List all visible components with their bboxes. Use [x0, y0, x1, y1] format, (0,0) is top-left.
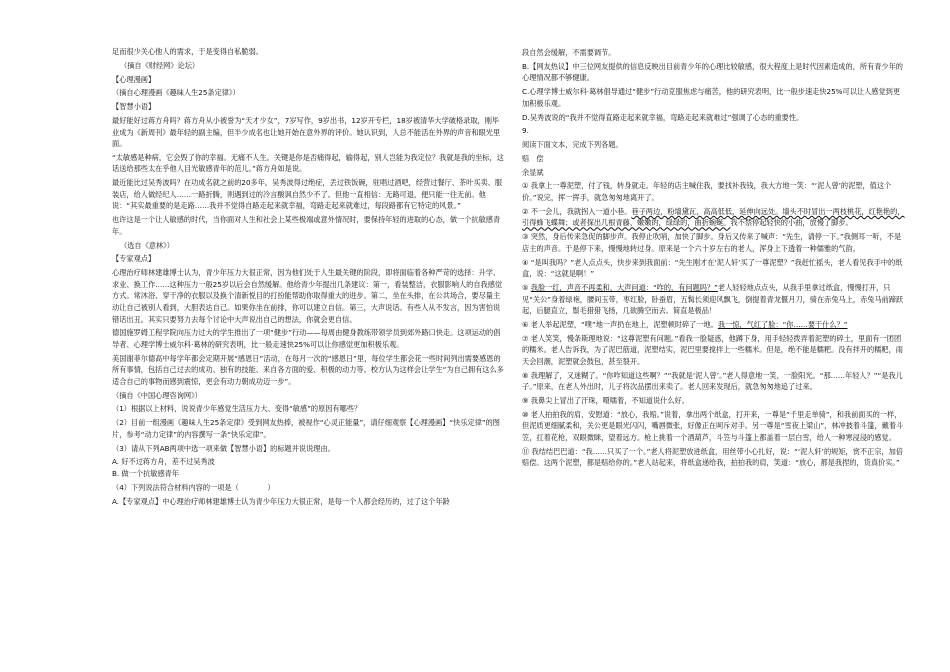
- question: （3）请从下列AB两项中选一项来做【智慧小语】的标题并说说理由。: [112, 443, 335, 453]
- paragraph: 足而很少关心他人的需求，于是变得自私脆弱。: [112, 47, 263, 56]
- section-heading: 【专家观点】: [112, 254, 156, 264]
- paragraph-number: ⑧: [522, 370, 529, 380]
- question: （4）下列说法符合材料内容的一项是（ ）: [112, 482, 275, 492]
- article-paragraph: ⑥ 老人举起泥塑，“噗”地一声扔在地上，泥塑顿时碎了一地。我一惊，气红了脸：“你……要干什么？”: [522, 319, 848, 329]
- paragraph: 最好能好过蒋方舟吗？蒋方舟从小被誉为“天才少女”，7岁写作，9岁出书，12岁开专栏，18岁被清华大学破格录取，刚毕业成为《新周刊》最年轻的副主编，但半少成名也让她开始在意外界的评价。她认识到，人总不能活在外界的声音和眼光里面。: [112, 115, 501, 149]
- paragraph: 心理治疗师林建雄博士认为，青少年压力大很正常，因为他们处于人生最关键的阶段，即将面临着各种严苛的选择：升学、求业、换工作……这种压力一般25岁以后会自然缓解。他给青少年提出几条建议：第一，看装整洁，衣服影响人的自我感觉方式。常沐浴、穿干净的衣服以及换个清新悦目的打扮能帮助你取得重大的进步。第二，坐在头排，在公共场合，要尽量主动让自己被别人看到，大胆表达自己。如果你坐在前排，你可以建立自信。第三，大声说话。有些人从不发言，因为害怕说错话出丑。其实只要努力去每个讨论中大声说出自己的想法，你就会更自信。: [112, 268, 503, 324]
- right-column: [522, 47, 906, 471]
- option: D.吴秀波说的“我并不觉得直路走起来就幸福，弯路走起来就难过”强调了心态的重要性。: [522, 112, 804, 122]
- left-column: [112, 46, 504, 509]
- paragraph-number: ②: [522, 206, 529, 216]
- article-paragraph: ① 我拿上一尊泥塑，付了钱，转身就走。年轻的店主喊住我，要找补我钱，我大方地一笑：“‘泥人曾’的泥塑，值这个价。”说完，挥一挥手，就急匆匆地离开了。: [522, 181, 892, 203]
- article-paragraph: ⑦ 老人笑笑，慢条斯理地说：“这尊泥塑有问题。”看我一脸疑惑，他蹲下身，用手轻轻拨弄着泥塑的碎土，里面有一团团的糯米。老人告诉我，为了泥巴筋道，泥塑结实，泥巴里要搅拌上一些糯米。但是，绝不能是糯粑。没有拌开的糯粑，雨天会回潮，泥塑就会鼓包，甚至裂开。: [522, 333, 903, 366]
- section-heading: 【智慧小语】: [112, 102, 156, 112]
- paragraph-number: ⑪: [522, 446, 530, 456]
- paragraph-number: ⑤: [522, 282, 529, 292]
- question: （1）根据以上材料，说说青少年感觉生活压力大、变得“敏感”的原因有哪些？: [112, 404, 362, 414]
- article-paragraph: ⑨ 我鼻尖上冒出了汗珠，嗫嚅着，不知道说什么好。: [522, 396, 689, 406]
- article-author: 余显斌: [522, 167, 544, 177]
- paragraph-number: ⑥: [522, 319, 529, 329]
- option: C.心理学博士威尔科·葛林倡导通过“健步”行动克服焦虑与痛苦，他的研究表明，比一般步速走快25%可以让人感觉到更加积极乐观。: [522, 87, 901, 108]
- underlined-sentence: 巷子两边，粉墙黛瓦，高高低低，延伸向远处。墙头不时冒出一两枝桃花，红艳艳的，引得蜂飞蝶舞；或者探出几根青藤，嫩嫩的，绿绿的，曲折蜿蜒。: [522, 206, 905, 228]
- article-paragraph: ⑩ 老人拍拍我的肩，安慰道：“放心，我赔。”说着，拿出两个纸盒，打开来，一尊是“千里走单骑”，和我前面买的一样，但泥质更细腻柔和，关公更是眼光闪闪，嘴唇微张，好像正在呵斥对手。另一尊是“雪夜上梁山”，林冲披着斗篷，戴着斗笠，扛着花枪，双眼微眯，望着远方。枪上挑着一个酒葫芦，斗笠与斗篷上都盖着一层白雪，给人一种寒浸浸的感觉。: [522, 409, 904, 442]
- paragraph-number: ③: [522, 232, 529, 242]
- paragraph: 美国谢菲尔德高中每学年都会定期开展“感恩日”活动，在每月一次的“感恩日”里，每位学生都会花一些时间列出需要感恩的所有事情，包括自己过去的成功、独有的技能、来自各方面的爱、积极的动力等。校方认为这样会让学生“为自己拥有这么多适合自己的事物而感到震惊，更会有动力朝成功迈一步”。: [112, 353, 504, 386]
- option: A. 好不过蒋方舟，差不过吴秀波: [112, 457, 215, 467]
- option: 段自然会缓解，不需要调节。: [522, 48, 616, 57]
- underlined-sentence: 我脸一红，声音不再柔和，大声问道：“咋的，有问题吗？”: [530, 282, 718, 292]
- paragraph-number: ①: [522, 181, 529, 191]
- section-heading: 【心理漫画】: [112, 74, 156, 84]
- paragraph: 也许这是一个让人敏感的时代，当你面对人生和社会上某些极端或意外情况时，要保持年轻的进取的心态，做一个抗敏感青年。: [112, 215, 501, 236]
- source-note: （摘自《财经网》论坛）: [120, 60, 200, 70]
- paragraph-number: ⑩: [522, 409, 529, 419]
- paragraph: “太敏感是种病，它会毁了你的幸福。无痛不人生。关键是你是否痛得起，输得起，别人岂能为我定位？我就是我的坐标，这话送给那些太在乎他人目光敏感青年的范儿。”蒋方舟如是说。: [112, 152, 504, 174]
- article-paragraph: ⑪ 我结结巴巴道：“我……只买了一个。”老人将泥塑放进纸盒，用丝带小心扎好，说：“‘泥人轩’的规矩，赏不正宗，加倍赔偿。这两个泥塑，都是赔给你的。”老人站起来，将纸盒递给我，拍拍我的肩，笑道：“放心，都是我捏的，货真价实。”: [522, 446, 904, 468]
- underlined-sentence: 我一惊，气红了脸：“你……要干什么？”: [717, 319, 848, 329]
- paragraph: 德国施罗姆工程学院向压力过大的学生推出了一项“健步”行动——每周由健身教练带领学员到郊外路口快走。这项运动的倡导者、心理学博士威尔科·葛林的研究表明，比一般走速快25%可以让你感觉更加积极乐观。: [112, 328, 501, 349]
- instruction: 阅读下面文本，完成下列各题。: [522, 140, 623, 150]
- article-paragraph: ⑤ 我脸一红，声音不再柔和，大声问道：“咋的，有问题吗？”老人轻轻地点点头，从我手里拿过纸盒，慢慢打开，只见“关公”身着绿袍，腰间玉带，枣红脸，卧蚕眉，五髯长须迎风飘飞，倒提着青龙偃月刀，骑在赤兔马上，赤兔马前蹄跃起，后腿直立，鬃毛猎猎飞扬，几欲腾空而去。简直是极品！: [522, 282, 904, 316]
- paragraph-number: ④: [522, 257, 529, 267]
- article-paragraph: ⑧ 我理解了，又迷糊了。“你咋知道这些啊？”“我就是‘泥人曾’。”老人得意地一笑，一脸阳光。“那……年轻人？”“是我儿子。”原来，在老人外出时，儿子将次品摆出来卖了。老人回来发现后，就急匆匆地追了过来。: [522, 370, 903, 392]
- source-note: （摘自心理漫画《趣味人生25条定律》）: [112, 88, 240, 98]
- source-note: （选自《意林》）: [120, 240, 174, 250]
- article-paragraph: ③ 突然，身后传来急促的脚步声。我停止吹哨，加快了脚步。身后又传来了喊声：“先生，请停一下。”我侧耳一听，不是店主的声音。于是停下来，慢慢地转过身。原来是一个六十岁左右的老人，浑身上下透着一种儒雅的气韵。: [522, 232, 902, 253]
- paragraph: 最近能比过吴秀波吗？在功成名就之前的20多年，吴秀波得过绝症，丢过铁饭碗，驻唱过酒吧，经营过餐厅、茶叶买卖、服装店，给人做经纪人……一路折腾，则遇到过的冷言酸讽自然少不了。但他一直相信：无路可退，便只能一往无前。他说：“其实最重要的是走路……我并不觉得自路走起来就幸福，弯路走起来就难过，每段路都有它特定的风景。”: [112, 178, 503, 211]
- question: （2）目前一组漫画《趣味人生25条定律》受到网友热捧，被视作“心灵正能量”，请仔细观察【心理漫画】“快乐定律”的图片，参考“动力定律”的内容撰写一条“快乐定律”。: [112, 418, 500, 439]
- article-paragraph: ② 不一会儿，我就拐入一道小巷。巷子两边，粉墙黛瓦，高高低低，延伸向远处。墙头不时冒出一两枝桃花，红艳艳的，引得蜂飞蝶舞；或者探出几根青藤，嫩嫩的，绿绿的，曲折蜿蜒。我不禁停起轻快的小曲，放慢了脚步。: [522, 206, 905, 228]
- article-paragraph: ④ “是叫我吗？”老人点点头，快步来到我面前：“先生刚才在‘泥人轩’买了一尊泥塑？”我赶忙摇头，老人看见我手中的纸盒，说：“这就是啊！”: [522, 257, 903, 279]
- option: A.【专家观点】中心理治疗师林建雄博士认为青少年压力大很正常，是每一个人都会经历的，过了这个年龄: [112, 496, 450, 506]
- question-number: 9.: [522, 126, 529, 136]
- option: B. 做一个抗敏感青年: [112, 468, 180, 478]
- option: B.【网友热议】中三位网友提供的信息反映出目前青少年的心理比较敏感，很大程度上是时代因素造成的，所有青少年的心理情况都不够健康。: [522, 61, 903, 83]
- source-note: （摘自《中国心理咨询网》）: [112, 390, 202, 400]
- paragraph-number: ⑨: [522, 396, 529, 406]
- paragraph-number: ⑦: [522, 333, 529, 343]
- article-title: 赔 偿: [522, 153, 544, 163]
